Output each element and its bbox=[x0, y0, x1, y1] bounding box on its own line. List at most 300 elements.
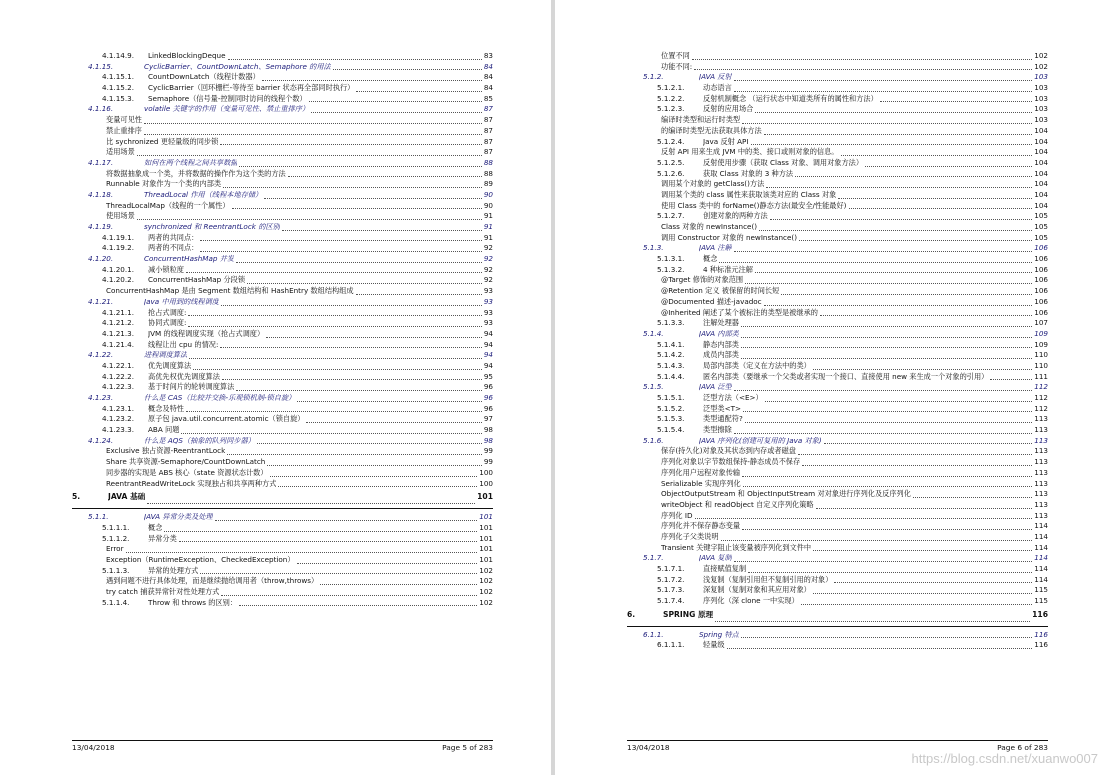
toc-entry-page-number: 113 bbox=[1034, 499, 1048, 509]
toc-entry-title: 将数据抽象成一个类，并将数据的操作作为这个类的方法 bbox=[106, 168, 286, 178]
toc-entry-number: 5.1.7.3. bbox=[657, 585, 685, 595]
toc-entry[interactable] bbox=[72, 62, 493, 73]
toc-leader-dots bbox=[297, 562, 478, 564]
toc-leader-dots bbox=[734, 560, 1033, 562]
toc-entry-page-number: 101 bbox=[479, 544, 493, 554]
toc-entry[interactable] bbox=[627, 233, 1048, 244]
toc-entry[interactable] bbox=[72, 492, 493, 509]
toc-leader-dots bbox=[220, 346, 481, 348]
toc-leader-dots bbox=[743, 485, 1033, 487]
toc-entry-number: 5.1.3.1. bbox=[657, 254, 685, 264]
toc-entry[interactable] bbox=[627, 532, 1048, 543]
toc-entry[interactable] bbox=[627, 265, 1048, 276]
toc-entry-title: Runnable 对象作为一个类的内部类 bbox=[106, 179, 222, 189]
toc-entry-number: 5.1.1.1. bbox=[102, 522, 130, 532]
toc-entry-title: JAVA 内部类 bbox=[699, 328, 739, 338]
toc-leader-dots bbox=[801, 603, 1033, 605]
toc-entry[interactable] bbox=[72, 233, 493, 244]
toc-entry[interactable] bbox=[72, 158, 493, 169]
toc-entry[interactable] bbox=[627, 147, 1048, 158]
toc-leader-dots bbox=[741, 336, 1032, 338]
toc-entry-page-number: 115 bbox=[1034, 596, 1048, 606]
toc-entry[interactable] bbox=[627, 308, 1048, 319]
toc-entry[interactable] bbox=[72, 393, 493, 404]
toc-leader-dots bbox=[297, 400, 481, 402]
toc-leader-dots bbox=[282, 229, 482, 231]
toc-leader-dots bbox=[200, 239, 482, 241]
toc-entry-title: 优先调度算法 bbox=[148, 360, 192, 370]
toc-entry-title: volatile 关键字的作用（变量可见性、禁止重排序） bbox=[144, 104, 310, 114]
toc-entry-page-number: 91 bbox=[483, 211, 493, 221]
toc-leader-dots bbox=[262, 79, 482, 81]
toc-entry[interactable] bbox=[627, 158, 1048, 169]
toc-entry-number: 5.1.2.5. bbox=[657, 157, 685, 167]
toc-entry-title: 类型通配符? bbox=[703, 414, 743, 424]
toc-entry-page-number: 104 bbox=[1034, 168, 1048, 178]
toc-entry-page-number: 110 bbox=[1034, 350, 1048, 360]
toc-entry-title: 反射 API 用来生成 JVM 中的类、接口或则对象的信息。 bbox=[661, 147, 839, 157]
toc-entry[interactable] bbox=[627, 83, 1048, 94]
toc-entry[interactable] bbox=[72, 361, 493, 372]
toc-entry-title: 调用 Constructor 对象的 newInstance() bbox=[661, 232, 797, 242]
toc-entry-page-number: 94 bbox=[483, 328, 493, 338]
toc-entry-page-number: 113 bbox=[1034, 467, 1048, 477]
toc-entry-page-number: 113 bbox=[1034, 414, 1048, 424]
toc-entry-page-number: 91 bbox=[483, 222, 493, 231]
toc-entry[interactable] bbox=[627, 425, 1048, 436]
toc-entry[interactable] bbox=[72, 534, 493, 545]
toc-entry[interactable] bbox=[627, 585, 1048, 596]
toc-entry-title: LinkedBlockingDeque bbox=[148, 51, 226, 60]
toc-entry[interactable] bbox=[72, 555, 493, 566]
toc-entry-title: 获取 Class 对象的 3 种方法 bbox=[703, 168, 794, 178]
toc-entry-page-number: 116 bbox=[1032, 609, 1048, 619]
toc-entry-page-number: 99 bbox=[483, 446, 493, 456]
toc-entry-page-number: 115 bbox=[1034, 585, 1048, 595]
toc-entry[interactable] bbox=[627, 543, 1048, 554]
toc-leader-dots bbox=[306, 421, 481, 423]
toc-entry[interactable] bbox=[627, 479, 1048, 490]
toc-entry-title: 直接赋值复制 bbox=[703, 564, 747, 573]
toc-entry[interactable] bbox=[627, 610, 1048, 627]
toc-entry-number: 5.1.7. bbox=[643, 553, 664, 563]
toc-entry[interactable] bbox=[627, 640, 1048, 651]
toc-entry[interactable] bbox=[72, 104, 493, 115]
toc-entry-number: 5.1.5.2. bbox=[657, 403, 685, 413]
toc-leader-dots bbox=[765, 400, 1033, 402]
toc-entry-page-number: 84 bbox=[483, 72, 493, 82]
toc-leader-dots bbox=[186, 271, 482, 273]
toc-entry-number: 5.1.5.3. bbox=[657, 414, 685, 424]
toc-entry-title: 基于时间片的轮转调度算法 bbox=[148, 382, 235, 392]
toc-leader-dots bbox=[764, 304, 1033, 306]
toc-entry[interactable] bbox=[627, 489, 1048, 500]
toc-entry-title: 静态内部类 bbox=[703, 339, 739, 349]
toc-entry-title: 协同式调度: bbox=[148, 318, 187, 328]
toc-entry[interactable] bbox=[627, 564, 1048, 575]
toc-entry[interactable] bbox=[627, 414, 1048, 425]
toc-entry[interactable] bbox=[72, 179, 493, 190]
toc-entry[interactable] bbox=[72, 275, 493, 286]
toc-entry-number: 5.1.1.4. bbox=[102, 597, 130, 607]
toc-entry-title: 编译时类型和运行时类型 bbox=[661, 115, 741, 125]
toc-entry-page-number: 92 bbox=[483, 254, 493, 264]
toc-entry-page-number: 114 bbox=[1034, 521, 1048, 531]
toc-entry[interactable] bbox=[627, 340, 1048, 351]
toc-entry-number: 5.1.3.3. bbox=[657, 318, 685, 328]
toc-entry-page-number: 105 bbox=[1034, 211, 1048, 221]
toc-entry[interactable] bbox=[72, 254, 493, 265]
toc-entry[interactable] bbox=[72, 222, 493, 233]
toc-leader-dots bbox=[695, 517, 1033, 519]
toc-entry-number: 5.1.2.2. bbox=[657, 93, 685, 103]
toc-entry-page-number: 105 bbox=[1034, 222, 1048, 231]
toc-leader-dots bbox=[742, 122, 1032, 124]
toc-entry[interactable] bbox=[72, 523, 493, 534]
toc-entry[interactable] bbox=[627, 297, 1048, 308]
toc-entry[interactable] bbox=[627, 521, 1048, 532]
toc-entry-title: 概念 bbox=[148, 522, 163, 532]
toc-entry-title: ThreadLocal 作用（线程本地存储） bbox=[144, 189, 263, 199]
toc-entry[interactable] bbox=[627, 254, 1048, 265]
toc-entry[interactable] bbox=[627, 62, 1048, 73]
toc-entry-number: 4.1.21.3. bbox=[102, 328, 135, 338]
toc-entry[interactable] bbox=[72, 468, 493, 479]
toc-entry-title: 序列化并不保存静态变量 bbox=[661, 521, 741, 531]
toc-entry-page-number: 113 bbox=[1034, 489, 1048, 499]
toc-leader-dots bbox=[813, 549, 1032, 551]
toc-entry[interactable] bbox=[627, 126, 1048, 137]
toc-entry-number: 5.1.2.7. bbox=[657, 211, 685, 221]
toc-entry-number: 4.1.23.3. bbox=[102, 425, 135, 435]
toc-entry-title: 进程调度算法 bbox=[144, 350, 188, 360]
toc-entry-title: Exclusive 独占资源-ReentrantLock bbox=[106, 446, 226, 456]
toc-entry-title: @Retention 定义 被保留的时间长短 bbox=[661, 286, 780, 296]
toc-entry-title: 使用场景 bbox=[106, 211, 135, 221]
toc-entry[interactable] bbox=[72, 479, 493, 490]
toc-entry-number: 5.1.2.6. bbox=[657, 168, 685, 178]
toc-entry-title: Share 共享资源-Semaphore/CountDownLatch bbox=[106, 457, 266, 467]
toc-entry-title: JAVA 注解 bbox=[699, 243, 732, 253]
toc-entry[interactable] bbox=[72, 587, 493, 598]
toc-entry[interactable] bbox=[627, 393, 1048, 404]
toc-entry[interactable] bbox=[72, 115, 493, 126]
toc-entry-title: 禁止重排序 bbox=[106, 125, 142, 135]
toc-entry-page-number: 106 bbox=[1034, 296, 1048, 306]
toc-entry[interactable] bbox=[72, 544, 493, 555]
toc-leader-dots bbox=[164, 530, 477, 532]
toc-entry-number: 5.1.1.2. bbox=[102, 533, 130, 543]
toc-entry-page-number: 102 bbox=[1034, 51, 1048, 60]
toc-entry-number: 4.1.20.1. bbox=[102, 264, 135, 274]
toc-entry[interactable] bbox=[72, 201, 493, 212]
toc-leader-dots bbox=[799, 239, 1032, 241]
toc-leader-dots bbox=[278, 485, 477, 487]
toc-entry-page-number: 106 bbox=[1034, 254, 1048, 264]
toc-entry-number: 4.1.19. bbox=[88, 222, 114, 231]
toc-entry-page-number: 113 bbox=[1034, 446, 1048, 456]
toc-entry[interactable] bbox=[627, 169, 1048, 180]
toc-entry[interactable] bbox=[72, 51, 493, 62]
toc-entry[interactable] bbox=[72, 243, 493, 254]
toc-entry[interactable] bbox=[627, 553, 1048, 564]
toc-entry-title: 轻量级 bbox=[703, 640, 725, 650]
toc-leader-dots bbox=[795, 175, 1032, 177]
toc-leader-dots bbox=[200, 572, 477, 574]
toc-entry[interactable] bbox=[627, 468, 1048, 479]
toc-entry-number: 4.1.16. bbox=[88, 104, 114, 114]
toc-entry-number: 5.1.5. bbox=[643, 382, 664, 392]
toc-entry[interactable] bbox=[627, 201, 1048, 212]
toc-entry[interactable] bbox=[72, 137, 493, 148]
toc-entry[interactable] bbox=[627, 222, 1048, 233]
toc-entry-title: 同步器的实现是 ABS 核心（state 资源状态计数） bbox=[106, 467, 268, 477]
toc-entry-title: 使用 Class 类中的 forName()静态方法(最安全/性能最好) bbox=[661, 200, 847, 210]
toc-entry-number: 5.1.2.3. bbox=[657, 104, 685, 114]
toc-entry-title: JAVA 序列化(创建可复用的 Java 对象) bbox=[699, 435, 822, 445]
toc-entry-title: 异常分类 bbox=[148, 533, 177, 543]
toc-entry-title: 4 种标准元注解 bbox=[703, 264, 753, 274]
toc-entry[interactable] bbox=[72, 414, 493, 425]
toc-leader-dots bbox=[264, 197, 482, 199]
toc-entry-page-number: 106 bbox=[1034, 264, 1048, 274]
toc-entry-page-number: 101 bbox=[479, 522, 493, 532]
toc-leader-dots bbox=[734, 432, 1033, 434]
toc-entry[interactable] bbox=[627, 243, 1048, 254]
toc-entry-title: 反射使用步骤（获取 Class 对象、调用对象方法） bbox=[703, 157, 864, 167]
toc-entry-title: 什么是 CAS（比较并交换-乐观锁机制-锁自旋） bbox=[144, 393, 296, 402]
toc-entry-title: 深复制（复制对象和其应用对象） bbox=[703, 585, 811, 595]
toc-leader-dots bbox=[236, 261, 482, 263]
watermark: https://blog.csdn.net/xuanwo007 bbox=[911, 751, 1098, 766]
toc-leader-dots bbox=[694, 68, 1032, 70]
toc-entry-page-number: 103 bbox=[1034, 83, 1048, 93]
toc-entry[interactable] bbox=[72, 425, 493, 436]
toc-entry-title: 如何在两个线程之间共享数据 bbox=[144, 157, 238, 167]
toc-entry-title: Exception（RuntimeException、CheckedException） bbox=[106, 554, 295, 564]
toc-entry[interactable] bbox=[627, 575, 1048, 586]
toc-entry[interactable] bbox=[627, 382, 1048, 393]
toc-entry-page-number: 104 bbox=[1034, 179, 1048, 189]
toc-entry[interactable] bbox=[627, 361, 1048, 372]
toc-leader-dots bbox=[838, 197, 1032, 199]
toc-entry-title: @Documented 描述-javadoc bbox=[661, 296, 762, 306]
toc-entry-title: 序列化（深 clone 一中实现） bbox=[703, 596, 799, 606]
toc-entry-title: 概念及特性 bbox=[148, 403, 184, 413]
toc-entry[interactable] bbox=[627, 72, 1048, 83]
toc-entry[interactable] bbox=[72, 382, 493, 393]
toc-entry[interactable] bbox=[627, 115, 1048, 126]
toc-leader-dots bbox=[824, 442, 1033, 444]
toc-entry[interactable] bbox=[72, 372, 493, 383]
toc-leader-dots bbox=[270, 475, 478, 477]
toc-entry[interactable] bbox=[627, 179, 1048, 190]
toc-entry[interactable] bbox=[72, 340, 493, 351]
toc-entry[interactable] bbox=[72, 83, 493, 94]
toc-entry[interactable] bbox=[627, 286, 1048, 297]
toc-leader-dots bbox=[816, 507, 1033, 509]
toc-entry-page-number: 91 bbox=[483, 232, 493, 242]
toc-entry[interactable] bbox=[72, 598, 493, 609]
toc-entry[interactable] bbox=[72, 308, 493, 319]
toc-entry-number: 4.1.19.1. bbox=[102, 232, 135, 242]
toc-entry-page-number: 110 bbox=[1034, 360, 1048, 370]
toc-entry-page-number: 87 bbox=[483, 104, 493, 114]
toc-entry[interactable] bbox=[72, 190, 493, 201]
toc-entry-page-number: 116 bbox=[1034, 629, 1048, 639]
toc-entry-title: 匿名内部类（要继承一个父类或者实现一个接口、直接使用 new 来生成一个对象的引用） bbox=[703, 371, 989, 381]
toc-entry[interactable] bbox=[627, 436, 1048, 447]
toc-entry-number: 4.1.21.2. bbox=[102, 318, 135, 328]
toc-entry-page-number: 106 bbox=[1034, 307, 1048, 317]
toc-entry-title: 反射机制概念 （运行状态中知道类所有的属性和方法） bbox=[703, 93, 878, 103]
toc-entry[interactable] bbox=[72, 286, 493, 297]
toc-entry-number: 4.1.22. bbox=[88, 350, 114, 360]
toc-entry[interactable] bbox=[627, 404, 1048, 415]
toc-leader-dots bbox=[221, 304, 482, 306]
toc-entry[interactable] bbox=[72, 329, 493, 340]
footer-date: 13/04/2018 bbox=[627, 743, 670, 752]
toc-entry[interactable] bbox=[627, 372, 1048, 383]
toc-entry-number: 5.1.4.3. bbox=[657, 360, 685, 370]
toc-entry-page-number: 98 bbox=[483, 435, 493, 445]
toc-entry-page-number: 103 bbox=[1034, 115, 1048, 125]
toc-leader-dots bbox=[311, 111, 482, 113]
toc-entry[interactable] bbox=[72, 512, 493, 523]
toc-leader-dots bbox=[813, 368, 1032, 370]
toc-leader-dots bbox=[743, 410, 1032, 412]
toc-leader-dots bbox=[741, 357, 1032, 359]
toc-entry-title: ConcurrentHashMap 分段锁 bbox=[148, 275, 246, 285]
left-page bbox=[0, 0, 551, 775]
toc-entry-title: 保存(持久化)对象及其状态到内存或者磁盘 bbox=[661, 446, 796, 456]
toc-leader-dots bbox=[741, 346, 1032, 348]
toc-entry[interactable] bbox=[72, 94, 493, 105]
toc-leader-dots bbox=[719, 261, 1032, 263]
toc-leader-dots bbox=[309, 100, 482, 102]
toc-entry[interactable] bbox=[627, 51, 1048, 62]
toc-entry-page-number: 104 bbox=[1034, 189, 1048, 199]
toc-entry-title: Throw 和 throws 的区别： bbox=[148, 597, 238, 607]
toc-entry-number: 5.1.4.4. bbox=[657, 371, 685, 381]
toc-entry-title: 什么是 AQS（抽象的队列同步器） bbox=[144, 435, 255, 445]
toc-entry-number: 4.1.22.2. bbox=[102, 371, 135, 381]
toc-entry-title: ABA 问题 bbox=[148, 425, 180, 435]
toc-leader-dots bbox=[834, 581, 1032, 583]
toc-entry-page-number: 111 bbox=[1034, 371, 1048, 381]
toc-leader-dots bbox=[189, 357, 482, 359]
toc-entry[interactable] bbox=[72, 297, 493, 308]
toc-entry[interactable] bbox=[627, 318, 1048, 329]
toc-entry[interactable] bbox=[72, 211, 493, 222]
toc-entry-number: 4.1.22.1. bbox=[102, 360, 135, 370]
toc-entry[interactable] bbox=[627, 511, 1048, 522]
toc-entry[interactable] bbox=[627, 329, 1048, 340]
toc-entry[interactable] bbox=[627, 630, 1048, 641]
toc-entry[interactable] bbox=[627, 104, 1048, 115]
table-of-contents-left bbox=[72, 51, 493, 608]
toc-entry-page-number: 114 bbox=[1034, 542, 1048, 552]
toc-entry-page-number: 99 bbox=[483, 457, 493, 467]
toc-leader-dots bbox=[820, 314, 1032, 316]
toc-leader-dots bbox=[200, 250, 482, 252]
toc-entry-page-number: 116 bbox=[1034, 640, 1048, 650]
toc-entry-title: 两者的共同点： bbox=[148, 232, 199, 242]
toc-entry[interactable] bbox=[72, 350, 493, 361]
toc-leader-dots bbox=[734, 250, 1033, 252]
toc-entry-page-number: 98 bbox=[483, 425, 493, 435]
toc-entry[interactable] bbox=[72, 436, 493, 447]
toc-entry[interactable] bbox=[72, 169, 493, 180]
toc-leader-dots bbox=[755, 271, 1032, 273]
toc-entry-page-number: 112 bbox=[1034, 403, 1048, 413]
right-page bbox=[555, 0, 1106, 775]
toc-entry-title: Java 反射 API bbox=[703, 136, 749, 146]
toc-entry[interactable] bbox=[627, 94, 1048, 105]
toc-entry-title: ReentrantReadWriteLock 实现独占和共享两种方式 bbox=[106, 478, 277, 488]
toc-entry-number: 4.1.20. bbox=[88, 254, 114, 264]
toc-entry[interactable] bbox=[72, 446, 493, 457]
toc-entry[interactable] bbox=[72, 126, 493, 137]
toc-entry[interactable] bbox=[72, 404, 493, 415]
toc-entry[interactable] bbox=[627, 190, 1048, 201]
toc-entry-page-number: 102 bbox=[479, 587, 493, 596]
toc-entry[interactable] bbox=[627, 275, 1048, 286]
toc-entry-number: 6.1.1.1. bbox=[657, 640, 685, 650]
toc-entry[interactable] bbox=[627, 457, 1048, 468]
toc-leader-dots bbox=[181, 432, 481, 434]
toc-leader-dots bbox=[188, 325, 481, 327]
toc-leader-dots bbox=[841, 154, 1033, 156]
toc-entry-number: 6. bbox=[627, 609, 636, 619]
toc-leader-dots bbox=[239, 165, 481, 167]
toc-entry[interactable] bbox=[72, 147, 493, 158]
toc-entry[interactable] bbox=[627, 137, 1048, 148]
toc-entry[interactable] bbox=[627, 350, 1048, 361]
toc-entry-title: 调用某个类的 class 属性来获取该类对应的 Class 对象 bbox=[661, 189, 837, 199]
toc-entry[interactable] bbox=[72, 566, 493, 577]
toc-entry-page-number: 113 bbox=[1034, 478, 1048, 488]
toc-leader-dots bbox=[186, 410, 482, 412]
toc-entry[interactable] bbox=[627, 446, 1048, 457]
toc-leader-dots bbox=[748, 571, 1032, 573]
toc-entry[interactable] bbox=[72, 265, 493, 276]
toc-entry-title: Java 中用到的线程调度 bbox=[144, 296, 219, 306]
toc-leader-dots bbox=[770, 218, 1033, 220]
toc-entry-title: 原子包 java.util.concurrent.atomic（锁自旋） bbox=[148, 414, 305, 424]
toc-entry-page-number: 92 bbox=[483, 243, 493, 253]
toc-entry-title: Semaphore（信号量-控制同时访问的线程个数） bbox=[148, 93, 307, 103]
toc-entry-number: 5.1.3.2. bbox=[657, 264, 685, 274]
toc-entry-title: 创建对象的两种方法 bbox=[703, 211, 768, 221]
toc-entry[interactable] bbox=[627, 211, 1048, 222]
toc-entry-title: try catch 捕获异常针对性处理方式 bbox=[106, 587, 220, 596]
toc-entry[interactable] bbox=[72, 576, 493, 587]
toc-entry[interactable] bbox=[627, 500, 1048, 511]
footer-page-label: Page 6 of 283 bbox=[997, 743, 1048, 752]
toc-leader-dots bbox=[267, 464, 481, 466]
toc-entry[interactable] bbox=[72, 457, 493, 468]
toc-entry[interactable] bbox=[72, 318, 493, 329]
toc-entry-title: 序列化用户远程对象传输 bbox=[661, 467, 741, 477]
toc-entry-title: JAVA 复制 bbox=[699, 553, 732, 563]
toc-entry[interactable] bbox=[72, 72, 493, 83]
toc-leader-dots bbox=[220, 143, 482, 145]
toc-entry-page-number: 106 bbox=[1034, 243, 1048, 253]
toc-entry-page-number: 96 bbox=[483, 382, 493, 392]
toc-entry[interactable] bbox=[627, 596, 1048, 607]
toc-leader-dots bbox=[813, 592, 1032, 594]
